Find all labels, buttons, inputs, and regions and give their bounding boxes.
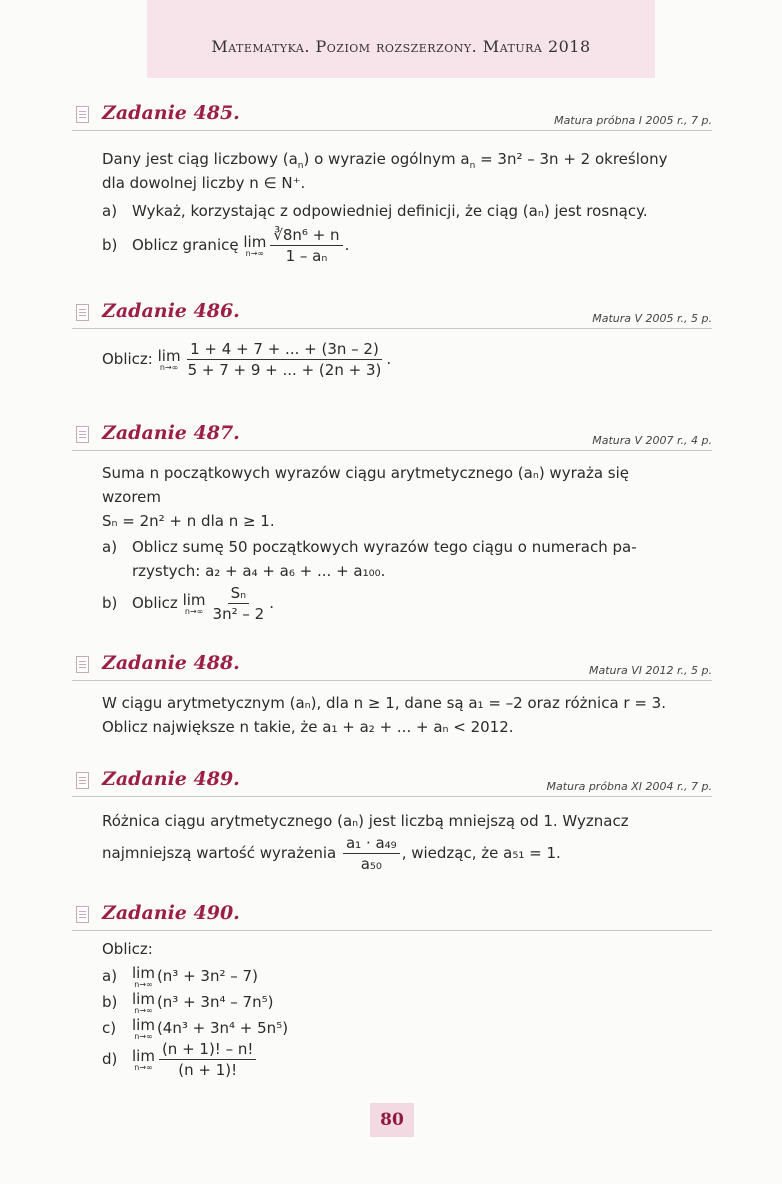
fraction: $\frac{\text{Sₙ}}{\text{3n² – 2}}$ [212, 584, 265, 623]
task-item-c: c) lim n→∞ (4n³ + 3n⁴ + 5n⁵) [102, 1016, 289, 1041]
task-header [72, 302, 712, 329]
task-source: Matura próbna XI 2004 r., 7 p. [546, 780, 712, 793]
task-item-a: a) lim n→∞ (n³ + 3n² – 7) [102, 964, 258, 989]
task-item-d: d) lim n→∞ $\frac{(n + 1)! - n!}{(n + 1)!}$ [102, 1040, 258, 1079]
task-line-2: najmniejszą wartość wyrażenia $\frac{\text{a₁ · a₄₉}}{\text{a₅₀}}$ , wiedząc, że a₅₁ = 1. [102, 834, 561, 873]
task-line-1: Różnica ciągu arytmetycznego (aₙ) jest liczbą mniejszą od 1. Wyznacz [102, 812, 629, 830]
task-487 [72, 422, 712, 623]
task-item-b: b) Oblicz lim n→∞ $\frac{\text{Sₙ}}{\text{3n² – 2}}$ . [102, 584, 274, 623]
task-icon [76, 656, 89, 673]
task-title: Zadanie 486. [102, 300, 240, 322]
page-header [147, 0, 655, 78]
task-icon [76, 304, 89, 321]
task-intro-line-1: Dany jest ciąg liczbowy $(a_n)$ o wyrazie ogólnym $a_n = 3n^2 - 3n + 2$ określony [102, 150, 668, 171]
task-item-a: a) Oblicz sumę 50 początkowych wyrazów tego ciągu o numerach pa- [102, 538, 637, 556]
limit-operator: lim n→∞ [243, 233, 267, 258]
task-486 [72, 300, 712, 379]
fraction: $\frac{\text{∛8n⁶ + n}}{\text{1 – aₙ}}$ [270, 226, 342, 265]
task-title: Zadanie 488. [102, 652, 240, 674]
task-icon [76, 106, 89, 123]
task-title: Zadanie 485. [102, 102, 240, 124]
task-item-b: b) Oblicz granicę lim n→∞ $\frac{\text{∛8n⁶ + n}}{\text{1 – aₙ}}$ . [102, 226, 350, 265]
task-header [72, 424, 712, 451]
task-text: Oblicz: [102, 940, 153, 958]
fraction: $\frac{\text{a₁ · a₄₉}}{\text{a₅₀}}$ [343, 834, 400, 873]
task-489 [72, 768, 712, 873]
task-icon [76, 906, 89, 923]
task-header [72, 770, 712, 797]
task-source: Matura V 2007 r., 4 p. [592, 434, 712, 447]
task-formula: Sₙ = 2n² + n dla n ≥ 1. [102, 512, 275, 530]
task-title: Zadanie 490. [102, 902, 240, 924]
task-icon [76, 772, 89, 789]
task-header [72, 904, 712, 931]
header-title: Matematyka. Poziom rozszerzony. Matura 2018 [211, 36, 591, 56]
task-item-b: b) lim n→∞ (n³ + 3n⁴ – 7n⁵) [102, 990, 274, 1015]
task-source: Matura próbna I 2005 r., 7 p. [554, 114, 712, 127]
task-line-1: W ciągu arytmetycznym (aₙ), dla n ≥ 1, dane są a₁ = –2 oraz różnica r = 3. [102, 694, 666, 712]
task-icon [76, 426, 89, 443]
task-header [72, 654, 712, 681]
task-line-2: Oblicz największe n takie, że a₁ + a₂ + ... + aₙ < 2012. [102, 718, 514, 736]
task-485 [72, 102, 712, 265]
task-intro-line-2: dla dowolnej liczby n ∈ N⁺. [102, 174, 306, 192]
task-intro-line-1: Suma n początkowych wyrazów ciągu arytmetycznego (aₙ) wyraża się [102, 464, 629, 482]
fraction: $\frac{1 + 4 + 7 + ... + (3n - 2)}{5 + 7 + 9 + ... + (2n + 3)}$ [187, 340, 382, 379]
limit-operator: lim n→∞ [182, 591, 206, 616]
task-header [72, 104, 712, 131]
task-source: Matura V 2005 r., 5 p. [592, 312, 712, 325]
task-488 [72, 652, 712, 736]
task-item-a-cont: rzystych: a₂ + a₄ + a₆ + ... + a₁₀₀. [132, 562, 386, 580]
page-number: 80 [370, 1103, 414, 1137]
task-intro-line-2: wzorem [102, 488, 161, 506]
task-title: Zadanie 489. [102, 768, 240, 790]
task-item-a: a) Wykaż, korzystając z odpowiedniej definicji, że ciąg (aₙ) jest rosnący. [102, 202, 648, 220]
task-expression: Oblicz: lim n→∞ $\frac{1 + 4 + 7 + ... + (3n - 2)}{5 + 7 + 9 + ... + (2n + 3)}$ . [102, 340, 392, 379]
limit-operator: lim n→∞ [157, 347, 181, 372]
task-source: Matura VI 2012 r., 5 p. [588, 664, 712, 677]
task-490 [72, 902, 712, 1079]
task-title: Zadanie 487. [102, 422, 240, 444]
